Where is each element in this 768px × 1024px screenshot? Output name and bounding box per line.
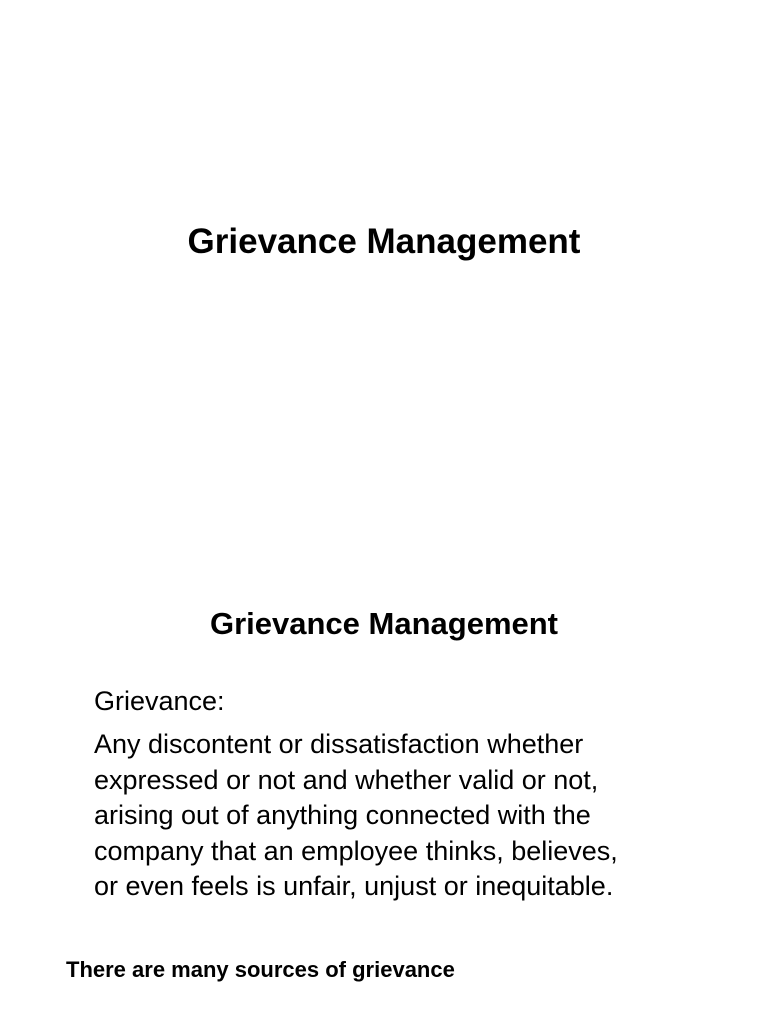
next-slide-heading: There are many sources of grievance bbox=[66, 957, 455, 982]
definition-line: expressed or not and whether valid or not, bbox=[94, 764, 599, 795]
slide-title: Grievance Management bbox=[209, 606, 559, 641]
slide-title: Grievance Management bbox=[187, 222, 581, 261]
definition-line: Any discontent or dissatisfaction whether bbox=[94, 729, 584, 759]
definition-label: Grievance: bbox=[94, 686, 225, 716]
definition-line: or even feels is unfair, unjust or inequitable. bbox=[94, 871, 614, 901]
definition-line: arising out of anything connected with the bbox=[94, 800, 591, 830]
definition-text bbox=[94, 727, 734, 905]
definition-line: company that an employee thinks, believes, bbox=[94, 835, 618, 866]
